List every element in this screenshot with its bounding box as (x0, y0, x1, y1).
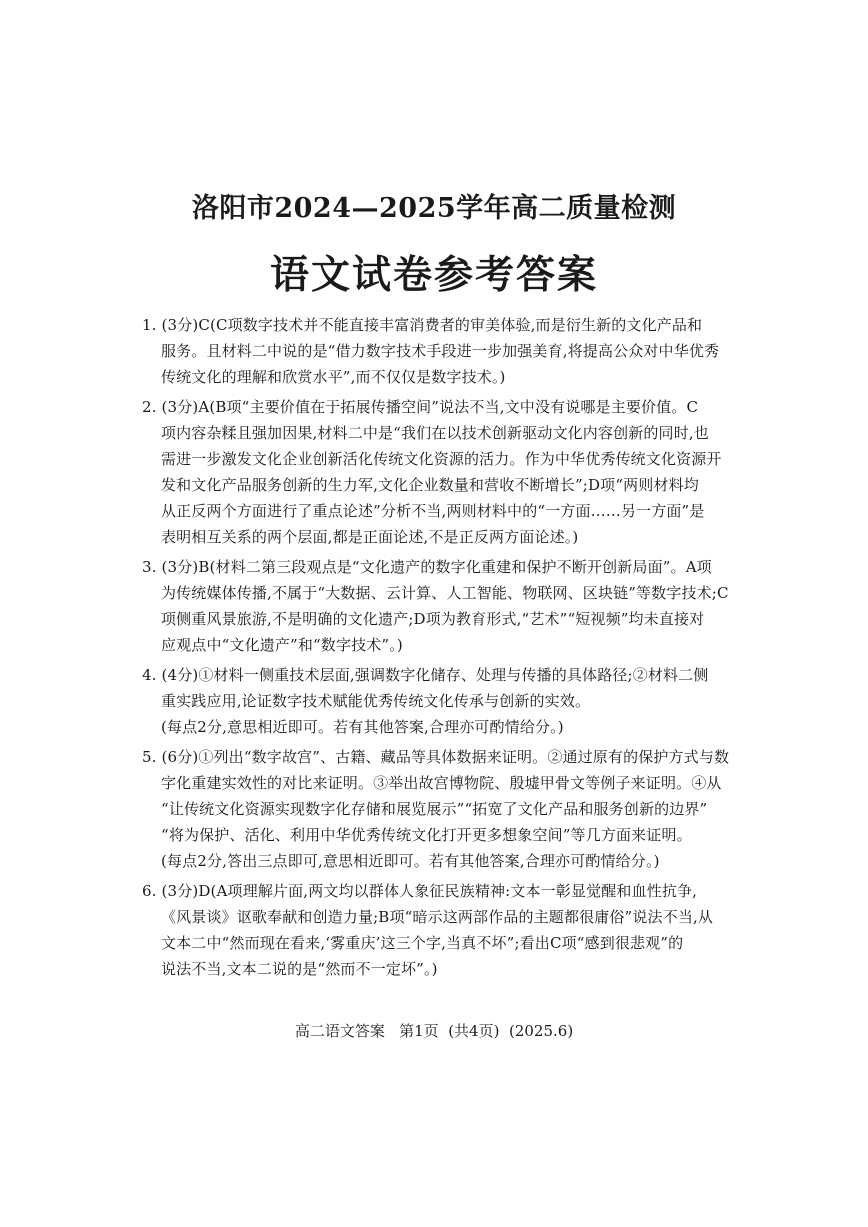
answer-line: 字化重建实效性的对比来证明。③举出故宫博物院、殷墟甲骨文等例子来证明。④从 (161, 774, 722, 792)
answer-line: 发和文化产品服务创新的生力军,文化企业数量和营收不断增长”;D项“两则材料均 (161, 476, 699, 494)
answer-line: 5. (6分)①列出“数字故宫”、古籍、藏品等具体数据来证明。②通过原有的保护方式与数 (142, 748, 730, 766)
answer-item-5 (142, 744, 730, 874)
answer-item-2 (142, 394, 730, 550)
answer-line: “让传统文化资源实现数字化存储和展览展示”“拓宽了文化产品和服务创新的边界” (161, 800, 708, 818)
answer-line: 重实践应用,论证数字技术赋能优秀传统文化传承与创新的实效。 (161, 692, 591, 710)
scoring-note: (每点2分,意思相近即可。若有其他答案,合理亦可酌情给分。) (161, 718, 564, 736)
answer-line: 2. (3分)A(B项“主要价值在于拓展传播空间”说法不当,文中没有说哪是主要价值。C (142, 398, 699, 416)
answer-item-3 (142, 554, 730, 658)
answer-line: 1. (3分)C(C项数字技术并不能直接丰富消费者的审美体验,而是衍生新的文化产品和 (142, 316, 703, 334)
answers-list (142, 312, 730, 986)
answer-line: 项内容杂糅且强加因果,材料二中是“我们在以技术创新驱动文化内容创新的同时,也 (161, 424, 709, 442)
answer-line: 4. (4分)①材料一侧重技术层面,强调数字化储存、处理与传播的具体路径;②材料二侧 (142, 666, 709, 684)
answer-line: 服务。且材料二中说的是“借力数字技术手段进一步加强美育,将提高公众对中华优秀 (161, 342, 720, 360)
answer-line: 文本二中“然而现在看来,‘雾重庆’这三个字,当真不坏”;看出C项“感到很悲观”的 (161, 934, 684, 952)
page-footer: 高二语文答案 第1页 (共4页) (2025.6) (294, 1022, 574, 1040)
answer-line: 项侧重风景旅游,不是明确的文化遗产;D项为教育形式,“艺术”“短视频”均未直接对 (161, 610, 705, 628)
answer-line: 6. (3分)D(A项理解片面,两文均以群体人象征民族精神:文本一彰显觉醒和血性抗争, (142, 882, 698, 900)
answer-item-6 (142, 878, 730, 982)
answer-line: 3. (3分)B(材料二第三段观点是“文化遗产的数字化重建和保护不断开创新局面”。A项 (142, 558, 712, 576)
answer-item-1 (142, 312, 730, 390)
answer-line: 为传统媒体传播,不属于“大数据、云计算、人工智能、物联网、区块链”等数字技术;C (161, 584, 729, 602)
answer-line: 传统文化的理解和欣赏水平”,而不仅仅是数字技术。) (161, 368, 506, 386)
answer-line: 说法不当,文本二说的是“然而不一定坏”。) (161, 960, 438, 978)
scoring-note: (每点2分,答出三点即可,意思相近即可。若有其他答案,合理亦可酌情给分。) (161, 852, 660, 870)
answer-line: “将为保护、活化、利用中华优秀传统文化打开更多想象空间”等几方面来证明。 (161, 826, 692, 844)
answer-line: 表明相互关系的两个层面,都是正面论述,不是正反两方面论述。) (161, 528, 579, 546)
answer-line: 需进一步激发文化企业创新活化传统文化资源的活力。作为中华优秀传统文化资源开 (161, 450, 722, 468)
answer-key-title: 语文试卷参考答案 (269, 252, 598, 298)
answer-line: 应观点中“文化遗产”和“数字技术”。) (161, 636, 403, 654)
answer-line: 从正反两个方面进行了重点论述”分析不当,两则材料中的“一方面……另一方面”是 (161, 502, 705, 520)
answer-item-4 (142, 662, 730, 740)
exam-title: 洛阳市2024—2025学年高二质量检测 (191, 193, 677, 224)
answer-line: 《风景谈》讴歌奉献和创造力量;B项“暗示这两部作品的主题都很庸俗”说法不当,从 (161, 908, 714, 926)
